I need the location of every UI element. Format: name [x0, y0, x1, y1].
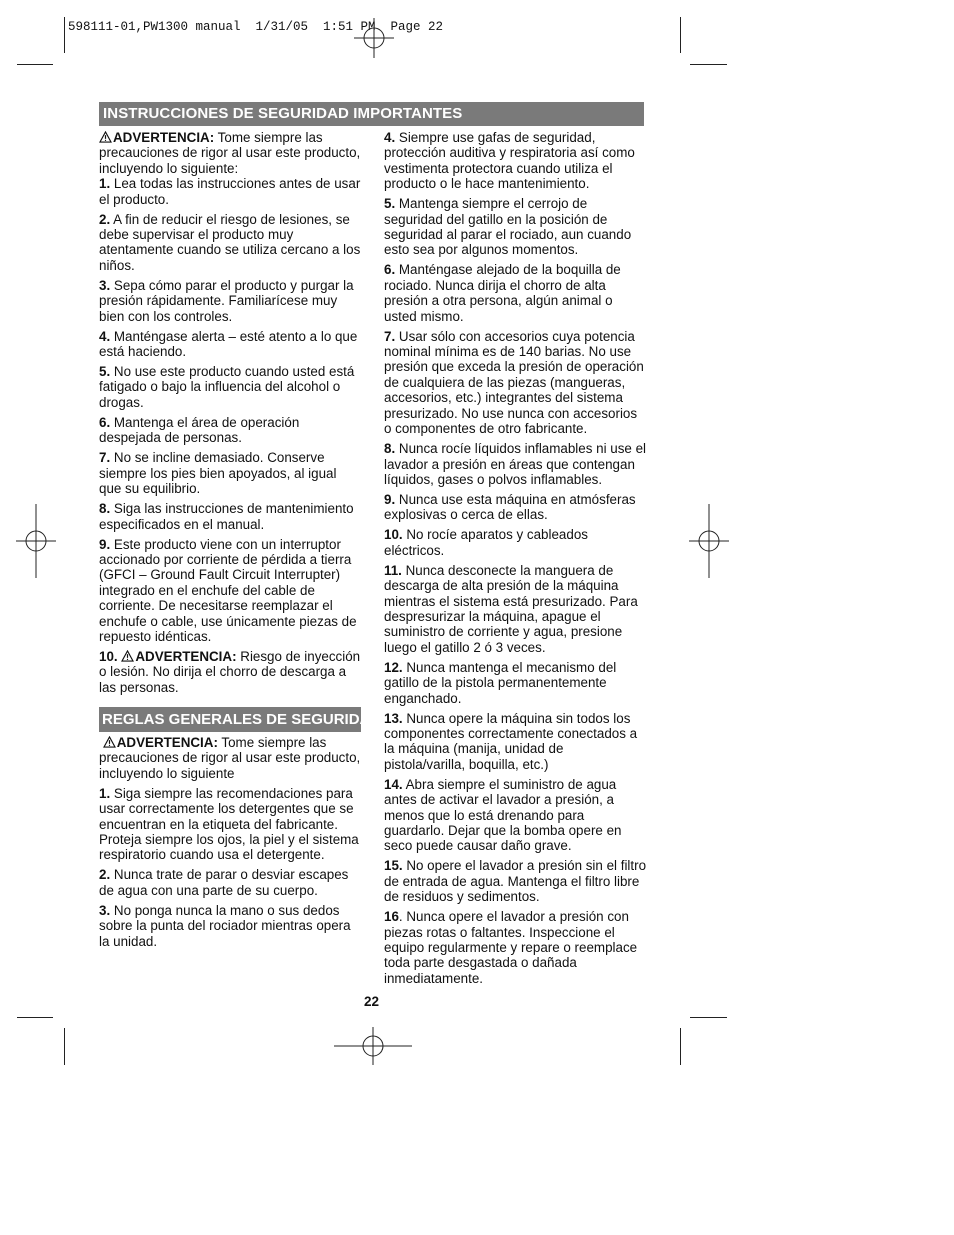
item-number: 1.	[99, 785, 111, 801]
list-item	[384, 441, 648, 487]
list-item	[99, 364, 361, 410]
item-number: 9.	[99, 536, 111, 552]
crop-mark	[680, 17, 681, 53]
left-column-section2	[99, 735, 361, 954]
crop-mark	[17, 64, 53, 65]
registration-mark-right	[689, 504, 729, 578]
list-item	[384, 660, 648, 706]
item-text: Este producto viene con un interruptor accionado por corriente de pérdida a tierra (GFCI – Ground Fault Circuit Interrupter) integrado en el enchufe del cable de corriente. De necesitarse reemplazar el enchufe o cable, use únicamente piezas de repuesto idénticas.	[99, 536, 357, 644]
item-text: No se incline demasiado. Conserve siempre los pies bien apoyados, al igual que su equilibrio.	[99, 450, 337, 497]
item-text: Manténgase alejado de la boquilla de rociado. Nunca dirija el chorro de alta presión a otra persona, algún animal o usted mismo.	[384, 262, 621, 324]
item-number: 11.	[384, 562, 402, 578]
list-item	[99, 415, 361, 446]
item-number: 15.	[384, 858, 403, 874]
item-number: 14.	[384, 776, 403, 792]
warning-label: ADVERTENCIA:	[116, 735, 218, 750]
warning-intro-text: Tome siempre las precauciones de rigor al usar este producto, incluyendo lo siguiente:	[99, 130, 361, 176]
item-number: 2.	[99, 211, 111, 227]
item-text: Nunca opere la máquina sin todos los componentes correctamente conectados a la máquina (manija, unidad de pistola/varilla, boquilla, etc.)	[384, 710, 638, 772]
list-item	[99, 501, 361, 532]
item-text: No rocíe aparatos y cableados eléctricos.	[384, 527, 588, 558]
item-text: Nunca trate de parar o desviar escapes de agua con una parte de su cuerpo.	[99, 867, 349, 898]
item-text: Lea todas las instrucciones antes de usar el producto.	[99, 176, 361, 207]
list-item	[99, 649, 361, 695]
list-item	[384, 711, 648, 773]
crop-mark	[64, 17, 65, 53]
list-item	[99, 212, 361, 274]
registration-mark-bottom	[334, 1027, 412, 1065]
list-item	[384, 909, 648, 986]
list-item	[99, 786, 361, 863]
item-text: Abra siempre el suministro de agua antes de activar el lavador a presión, a menos que lo está drenando para guardarlo. Dejar que la bomba opere en seco puede causar daño grave.	[384, 776, 622, 854]
item-text: Siga siempre las recomendaciones para usar correctamente los detergentes que se encuentran en la etiqueta del fabricante. Proteja siempre los ojos, la piel y el sistema respiratorio cuando usa el detergente.	[99, 785, 359, 863]
item-text: No use este producto cuando usted está fatigado o bajo la influencia del alcohol o drogas.	[99, 364, 355, 410]
section-banner-general-rules: REGLAS GENERALES DE SEGURIDAD	[99, 707, 361, 732]
warning-intro	[99, 130, 361, 176]
item-text: No opere el lavador a presión sin el filtro de entrada de agua. Mantenga el filtro libre de residuos y sedimentos.	[384, 858, 647, 905]
item-number: 10.	[384, 527, 403, 543]
item-number: 5.	[99, 364, 111, 380]
item-text: No ponga nunca la mano o sus dedos sobre la punta del rociador mientras opera la unidad.	[99, 902, 351, 949]
item-number: 1.	[99, 176, 111, 192]
warning-label: ADVERTENCIA:	[113, 130, 215, 145]
list-item	[384, 563, 648, 655]
item-number: 4.	[99, 328, 111, 344]
item-text: Nunca rocíe líquidos inflamables ni use el lavador a presión en áreas que contengan líquidos, gases o polvos inflamables.	[384, 441, 647, 487]
left-column	[99, 130, 361, 700]
item-text: Mantenga siempre el cerrojo de seguridad del gatillo en la posición de seguridad al parar el rociado, aun cuando esto sea por algunos momentos.	[384, 196, 632, 258]
list-item	[99, 537, 361, 645]
list-item	[384, 777, 648, 854]
crop-mark	[680, 1028, 681, 1065]
item-number: 3.	[99, 902, 111, 918]
list-item	[384, 196, 648, 258]
list-item	[384, 329, 648, 437]
list-item	[99, 176, 361, 207]
list-item	[99, 867, 361, 898]
item-number: 6.	[99, 414, 111, 430]
warning-triangle-icon	[121, 650, 134, 662]
item-number: 4.	[384, 130, 396, 145]
item-text: Riesgo de inyección o lesión. No dirija el chorro de descarga a las personas.	[99, 648, 361, 695]
list-item	[99, 278, 361, 324]
item-number: 8.	[99, 501, 111, 517]
item-text: Nunca desconecte la manguera de descarga de alta presión de la máquina mientras el sistema está presurizado. Para despresurizar la máquina, apague el suministro de corriente y agua, presione luego el gatillo 2 ó 3 veces.	[384, 562, 638, 655]
list-item	[384, 492, 648, 523]
item-text: A fin de reducir el riesgo de lesiones, se debe supervisar el producto muy atentamente cuando se utiliza cercano a los niños.	[99, 211, 361, 273]
item-number: 13.	[384, 710, 403, 726]
warning-triangle-icon	[103, 736, 116, 748]
item-text: Nunca use esta máquina en atmósferas explosivas o cerca de ellas.	[384, 491, 636, 523]
crop-mark	[690, 64, 727, 65]
item-number: 9.	[384, 491, 396, 507]
warning-intro-text: Tome siempre las precauciones de rigor al usar este producto, incluyendo lo siguiente	[99, 735, 361, 781]
list-item	[99, 450, 361, 496]
item-number: 16	[384, 909, 399, 925]
item-text: Nunca mantenga el mecanismo del gatillo de la pistola permanentemente enganchado.	[384, 659, 617, 706]
item-text: Manténgase alerta – esté atento a lo que está haciendo.	[99, 328, 358, 360]
warning-triangle-icon	[99, 131, 112, 143]
list-item	[99, 903, 361, 949]
section-banner-important-safety: INSTRUCCIONES DE SEGURIDAD IMPORTANTES	[99, 102, 644, 126]
item-number: 7.	[384, 328, 396, 344]
item-number: 2.	[99, 867, 111, 883]
crop-mark	[17, 1017, 53, 1018]
item-text: . Nunca opere el lavador a presión con piezas rotas o faltantes. Inspeccione el equipo regularmente y repare o reemplace toda parte desgastada o dañada inmediatamente.	[384, 909, 638, 986]
list-item	[99, 329, 361, 360]
item-number: 5.	[384, 196, 396, 212]
warning-intro-section2	[99, 735, 361, 781]
item-number: 3.	[99, 277, 111, 293]
list-item	[384, 527, 648, 558]
item-text: Usar sólo con accesorios cuya potencia nominal mínima es de 140 barias. No use presión que exceda la presión de operación de cualquiera de las piezas (mangueras, accesorios, etc.) integrantes del sistema presurizado. No use nunca con accesorios o componentes de otro fabricante.	[384, 328, 644, 437]
print-slug: 598111-01,PW1300 manual 1/31/05 1:51 PM Page 22	[68, 20, 444, 34]
item-number: 10.	[99, 648, 118, 664]
warning-label: ADVERTENCIA:	[135, 648, 237, 664]
item-number: 6.	[384, 262, 396, 278]
item-text: Siempre use gafas de seguridad, protección auditiva y respiratoria así como vestimenta protectora cuando utiliza el producto o le hace mantenimiento.	[384, 130, 635, 192]
item-number: 8.	[384, 441, 396, 457]
registration-mark-left	[16, 504, 56, 578]
item-text: Siga las instrucciones de mantenimiento especificados en el manual.	[99, 501, 354, 532]
item-text: Sepa cómo parar el producto y purgar la presión rápidamente. Familiarícese muy bien con los controles.	[99, 277, 354, 324]
list-item	[384, 858, 648, 904]
item-text: Mantenga el área de operación despejada de personas.	[99, 414, 300, 446]
crop-mark	[690, 1017, 727, 1018]
list-item	[384, 130, 648, 192]
crop-mark	[64, 1028, 65, 1065]
item-number: 7.	[99, 450, 111, 466]
page-number: 22	[364, 994, 380, 1009]
right-column	[384, 130, 648, 991]
item-number: 12.	[384, 659, 403, 675]
list-item	[384, 262, 648, 324]
registration-mark-top	[354, 18, 394, 58]
